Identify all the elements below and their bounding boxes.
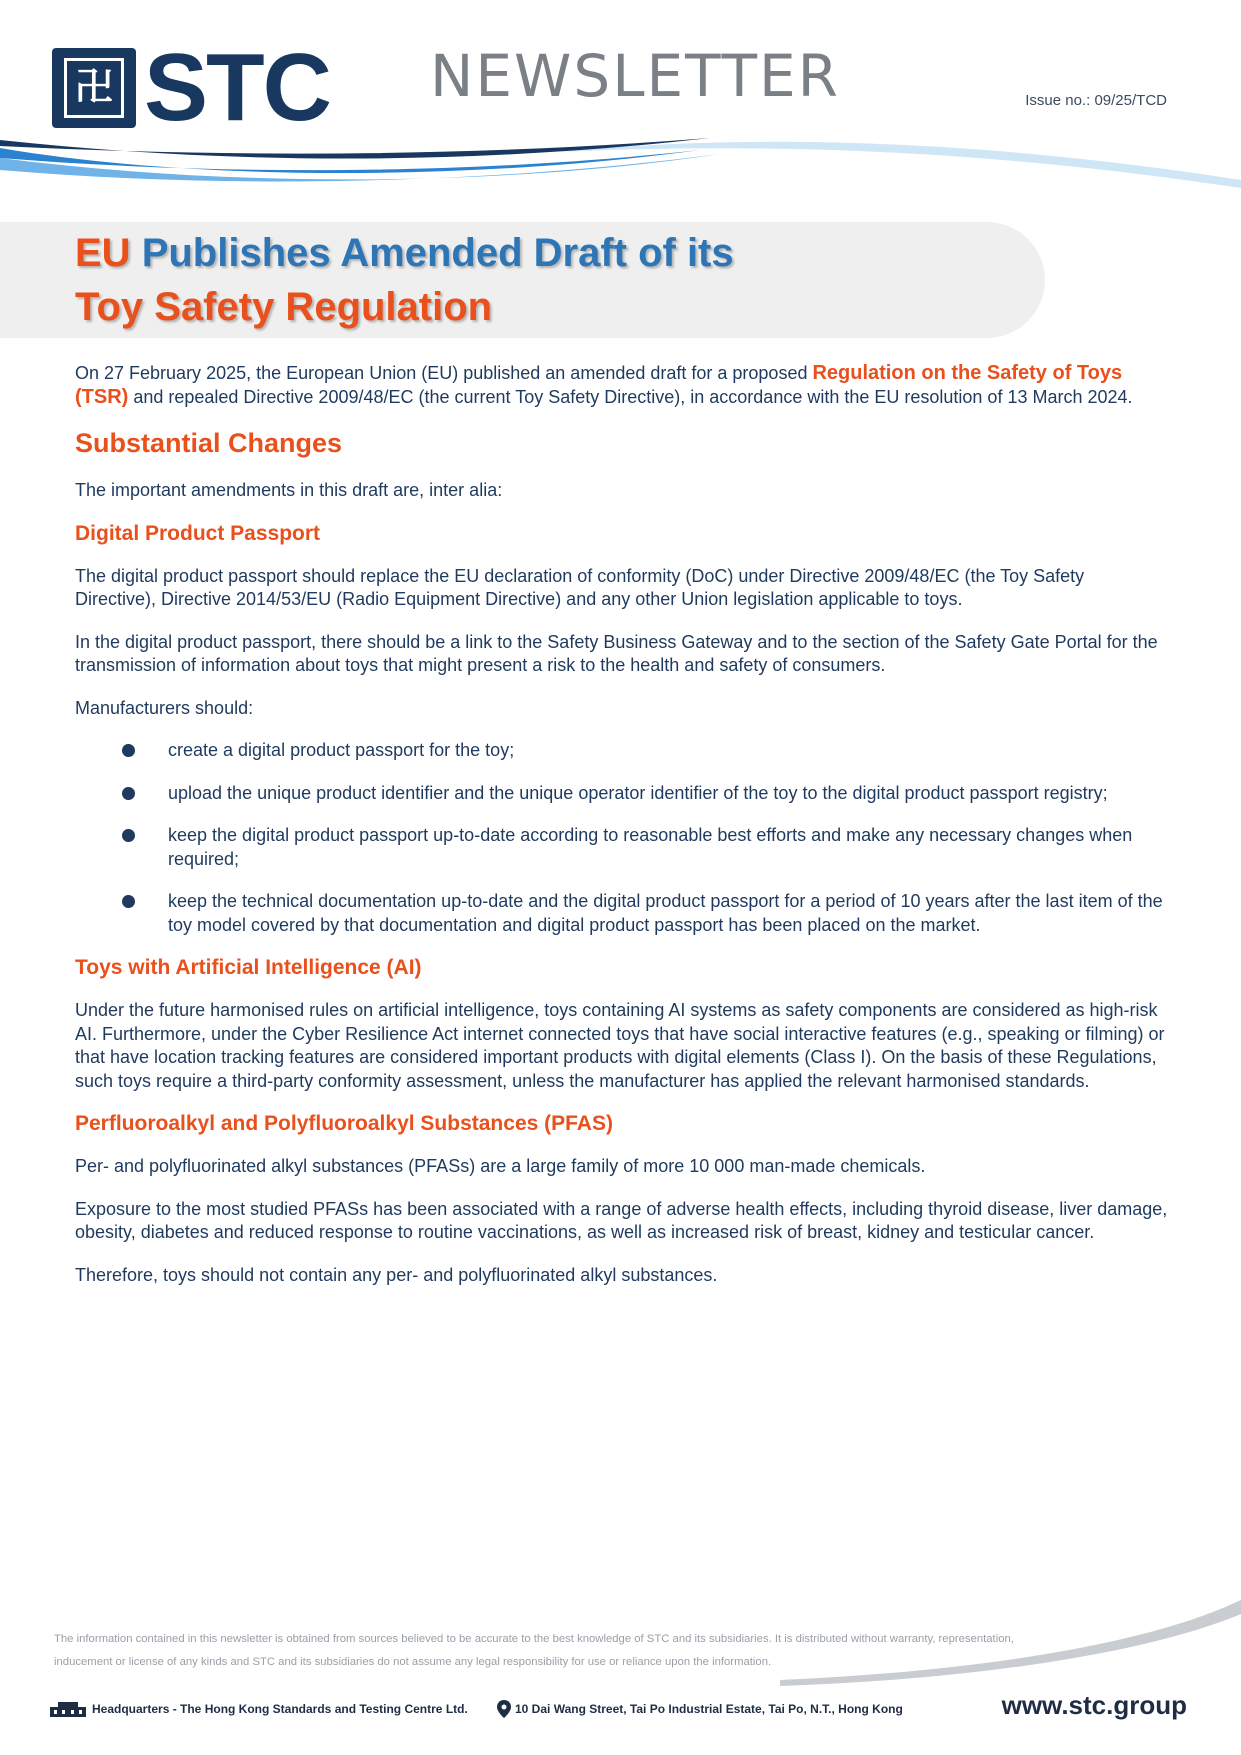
bullet-icon [122, 895, 135, 908]
list-item-text: keep the digital product passport up-to-date according to reasonable best efforts and make any necessary changes when required; [168, 825, 1133, 869]
title-line1: Publishes Amended Draft of its [130, 231, 734, 275]
list-item-text: create a digital product passport for the toy; [168, 740, 515, 760]
title-line2: Toy Safety Regulation [75, 285, 493, 329]
bullet-icon [122, 787, 135, 800]
intro-paragraph [75, 362, 1170, 409]
list-item [75, 782, 1170, 806]
location-pin-icon [497, 1700, 511, 1718]
newsletter-label: NEWSLETTER [430, 42, 840, 110]
newsletter-header [0, 0, 1241, 210]
pfas-paragraph-2: Exposure to the most studied PFASs has been associated with a range of adverse health effects, including thyroid disease, liver damage, obesity, diabetes and reduced response to routine vaccinations, as well as increased risk of breast, kidney and testicular cancer. [75, 1198, 1168, 1242]
intro-text-1: On 27 February 2025, the European Union (EU) published an amended draft for a proposed [75, 363, 813, 383]
title-eu: EU [75, 231, 131, 275]
substantial-changes-heading: Substantial Changes [75, 428, 343, 458]
page-title [75, 226, 734, 334]
article-body [75, 362, 1170, 1306]
list-item [75, 739, 1170, 763]
stc-logo-mark-icon: 卍 [52, 48, 136, 128]
logo-text: STC [144, 34, 330, 141]
list-item-text: upload the unique product identifier and the unique operator identifier of the toy to the digital product passport registry; [168, 782, 1108, 803]
headquarters-line [50, 1701, 468, 1717]
building-icon [50, 1701, 86, 1717]
issue-number: Issue no.: 09/25/TCD [1025, 92, 1167, 109]
address-text: 10 Dai Wang Street, Tai Po Industrial Estate, Tai Po, N.T., Hong Kong [515, 1702, 903, 1716]
bullet-icon [122, 744, 135, 757]
headquarters-text: Headquarters - The Hong Kong Standards and Testing Centre Ltd. [92, 1702, 468, 1716]
pfas-paragraph-1: Per- and polyfluorinated alkyl substances (PFASs) are a large family of more 10 000 man-made chemicals. [75, 1156, 926, 1176]
header-swoosh-decoration [0, 120, 1241, 200]
stc-logo [52, 34, 330, 141]
substantial-lead: The important amendments in this draft are, inter alia: [75, 480, 503, 500]
bullet-icon [122, 829, 135, 842]
manufacturer-obligations-list [75, 739, 1170, 937]
pfas-heading: Perfluoroalkyl and Polyfluoroalkyl Substances (PFAS) [75, 1112, 613, 1135]
ai-heading: Toys with Artificial Intelligence (AI) [75, 956, 422, 979]
disclaimer-text: The information contained in this newsletter is obtained from sources believed to be accurate to the best knowledge of STC and its subsidiaries. It is distributed without warranty, representation, inducement or license of any kinds and STC and its subsidiaries do not assume any legal responsibility for use or reliance upon the information. [54, 1633, 1014, 1668]
dpp-paragraph-2: In the digital product passport, there should be a link to the Safety Business Gateway and to the section of the Safety Gate Portal for the transmission of information about toys that might present a risk to the health and safety of consumers. [75, 631, 1158, 675]
pfas-paragraph-3: Therefore, toys should not contain any per- and polyfluorinated alkyl substances. [75, 1264, 718, 1285]
intro-highlight: Regulation on the Safety of Toys (TSR) [75, 362, 1123, 408]
intro-text-2: and repealed Directive 2009/48/EC (the current Toy Safety Directive), in accordance with the EU resolution of 13 March 2024. [128, 386, 1133, 407]
ai-paragraph: Under the future harmonised rules on artificial intelligence, toys containing AI systems as safety components are considered as high-risk AI. Furthermore, under the Cyber Resilience Act internet connected toys that have social interactive features (e.g., speaking or filming) or that have location tracking features are considered important products with digital elements (Class I). On the basis of these Regulations, such toys require a third-party conformity assessment, unless the manufacturer has applied the relevant harmonised standards. [75, 1000, 1165, 1091]
dpp-paragraph-3: Manufacturers should: [75, 697, 254, 718]
list-item [75, 824, 1170, 871]
list-item-text: keep the technical documentation up-to-date and the digital product passport for a period of 10 years after the last item of the toy model covered by that documentation and digital product passport has been placed on the market. [168, 891, 1163, 935]
dpp-heading: Digital Product Passport [75, 521, 321, 545]
website-link[interactable]: www.stc.group [1001, 1690, 1187, 1720]
address-line [497, 1700, 903, 1718]
dpp-paragraph-1: The digital product passport should replace the EU declaration of conformity (DoC) under Directive 2009/48/EC (the Toy Safety Directive), Directive 2014/53/EU (Radio Equipment Directive) and any other Union legislation applicable to toys. [75, 565, 1085, 609]
list-item [75, 890, 1170, 937]
